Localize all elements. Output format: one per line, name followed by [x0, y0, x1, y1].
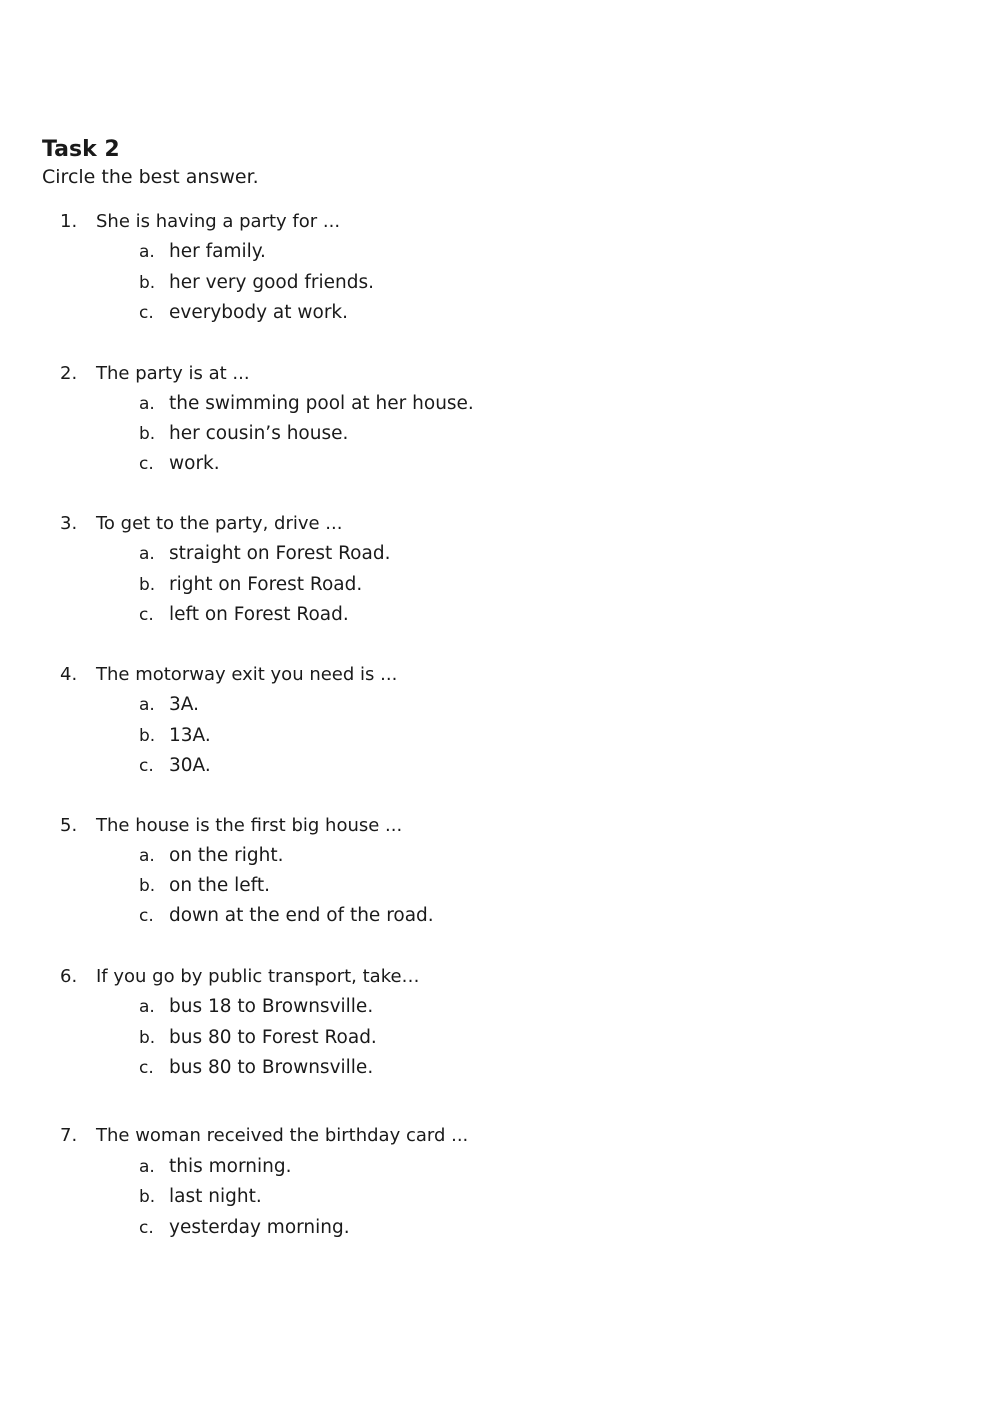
option-c[interactable] — [0, 300, 1000, 326]
option-b[interactable] — [0, 1184, 1000, 1210]
option-text: the swimming pool at her house. — [169, 393, 474, 414]
option-text: bus 80 to Brownsville. — [169, 1057, 374, 1078]
option-text: down at the end of the road. — [169, 905, 434, 926]
option-letter: a. — [139, 846, 155, 866]
question-text: The woman received the birthday card ... — [96, 1125, 469, 1146]
question-number: 3. — [60, 513, 78, 534]
option-c[interactable] — [0, 753, 1000, 779]
option-letter: c. — [139, 1218, 154, 1238]
option-c[interactable] — [0, 1055, 1000, 1081]
option-a[interactable] — [0, 391, 1000, 417]
question-number: 1. — [60, 211, 78, 232]
question-text: The house is the first big house ... — [96, 815, 403, 836]
question-text: The motorway exit you need is ... — [96, 664, 398, 685]
option-letter: c. — [139, 454, 154, 474]
question-number: 5. — [60, 815, 78, 836]
option-text: 3A. — [169, 694, 199, 715]
question-number: 4. — [60, 664, 78, 685]
option-letter: c. — [139, 1058, 154, 1078]
option-c[interactable] — [0, 1215, 1000, 1241]
question-text: The party is at ... — [96, 363, 250, 384]
option-letter: b. — [139, 575, 156, 595]
option-letter: a. — [139, 544, 155, 564]
option-letter: a. — [139, 695, 155, 715]
option-letter: c. — [139, 605, 154, 625]
option-c[interactable] — [0, 602, 1000, 628]
option-text: yesterday morning. — [169, 1217, 350, 1238]
option-letter: c. — [139, 756, 154, 776]
question-number: 6. — [60, 966, 78, 987]
option-b[interactable] — [0, 421, 1000, 447]
option-text: her cousin’s house. — [169, 423, 349, 444]
option-a[interactable] — [0, 1154, 1000, 1180]
option-letter: b. — [139, 876, 156, 896]
option-letter: a. — [139, 242, 155, 262]
option-letter: c. — [139, 906, 154, 926]
question-text: She is having a party for ... — [96, 211, 341, 232]
option-letter: a. — [139, 997, 155, 1017]
option-text: bus 80 to Forest Road. — [169, 1027, 377, 1048]
task-heading: Task 2 — [42, 137, 120, 162]
option-text: 30A. — [169, 755, 211, 776]
option-text: on the left. — [169, 875, 271, 896]
option-letter: c. — [139, 303, 154, 323]
option-a[interactable] — [0, 843, 1000, 869]
option-letter: a. — [139, 1157, 155, 1177]
option-text: on the right. — [169, 845, 284, 866]
option-text: straight on Forest Road. — [169, 543, 391, 564]
option-letter: b. — [139, 726, 156, 746]
option-text: her family. — [169, 241, 266, 262]
option-text: right on Forest Road. — [169, 574, 363, 595]
question-number: 2. — [60, 363, 78, 384]
question-text: To get to the party, drive ... — [96, 513, 343, 534]
option-a[interactable] — [0, 994, 1000, 1020]
option-c[interactable] — [0, 451, 1000, 477]
instruction-text: Circle the best answer. — [42, 166, 259, 188]
option-letter: b. — [139, 1028, 156, 1048]
question-number: 7. — [60, 1125, 78, 1146]
option-letter: b. — [139, 424, 156, 444]
option-text: this morning. — [169, 1156, 292, 1177]
option-a[interactable] — [0, 541, 1000, 567]
option-letter: a. — [139, 394, 155, 414]
option-letter: b. — [139, 273, 156, 293]
option-b[interactable] — [0, 1025, 1000, 1051]
option-text: everybody at work. — [169, 302, 349, 323]
option-b[interactable] — [0, 873, 1000, 899]
option-text: last night. — [169, 1186, 262, 1207]
question-text: If you go by public transport, take… — [96, 966, 420, 987]
option-b[interactable] — [0, 270, 1000, 296]
option-letter: b. — [139, 1187, 156, 1207]
option-a[interactable] — [0, 239, 1000, 265]
option-c[interactable] — [0, 903, 1000, 929]
option-b[interactable] — [0, 723, 1000, 749]
option-text: 13A. — [169, 725, 211, 746]
option-text: left on Forest Road. — [169, 604, 349, 625]
option-text: work. — [169, 453, 220, 474]
option-a[interactable] — [0, 692, 1000, 718]
option-text: her very good friends. — [169, 272, 374, 293]
option-text: bus 18 to Brownsville. — [169, 996, 374, 1017]
option-b[interactable] — [0, 572, 1000, 598]
